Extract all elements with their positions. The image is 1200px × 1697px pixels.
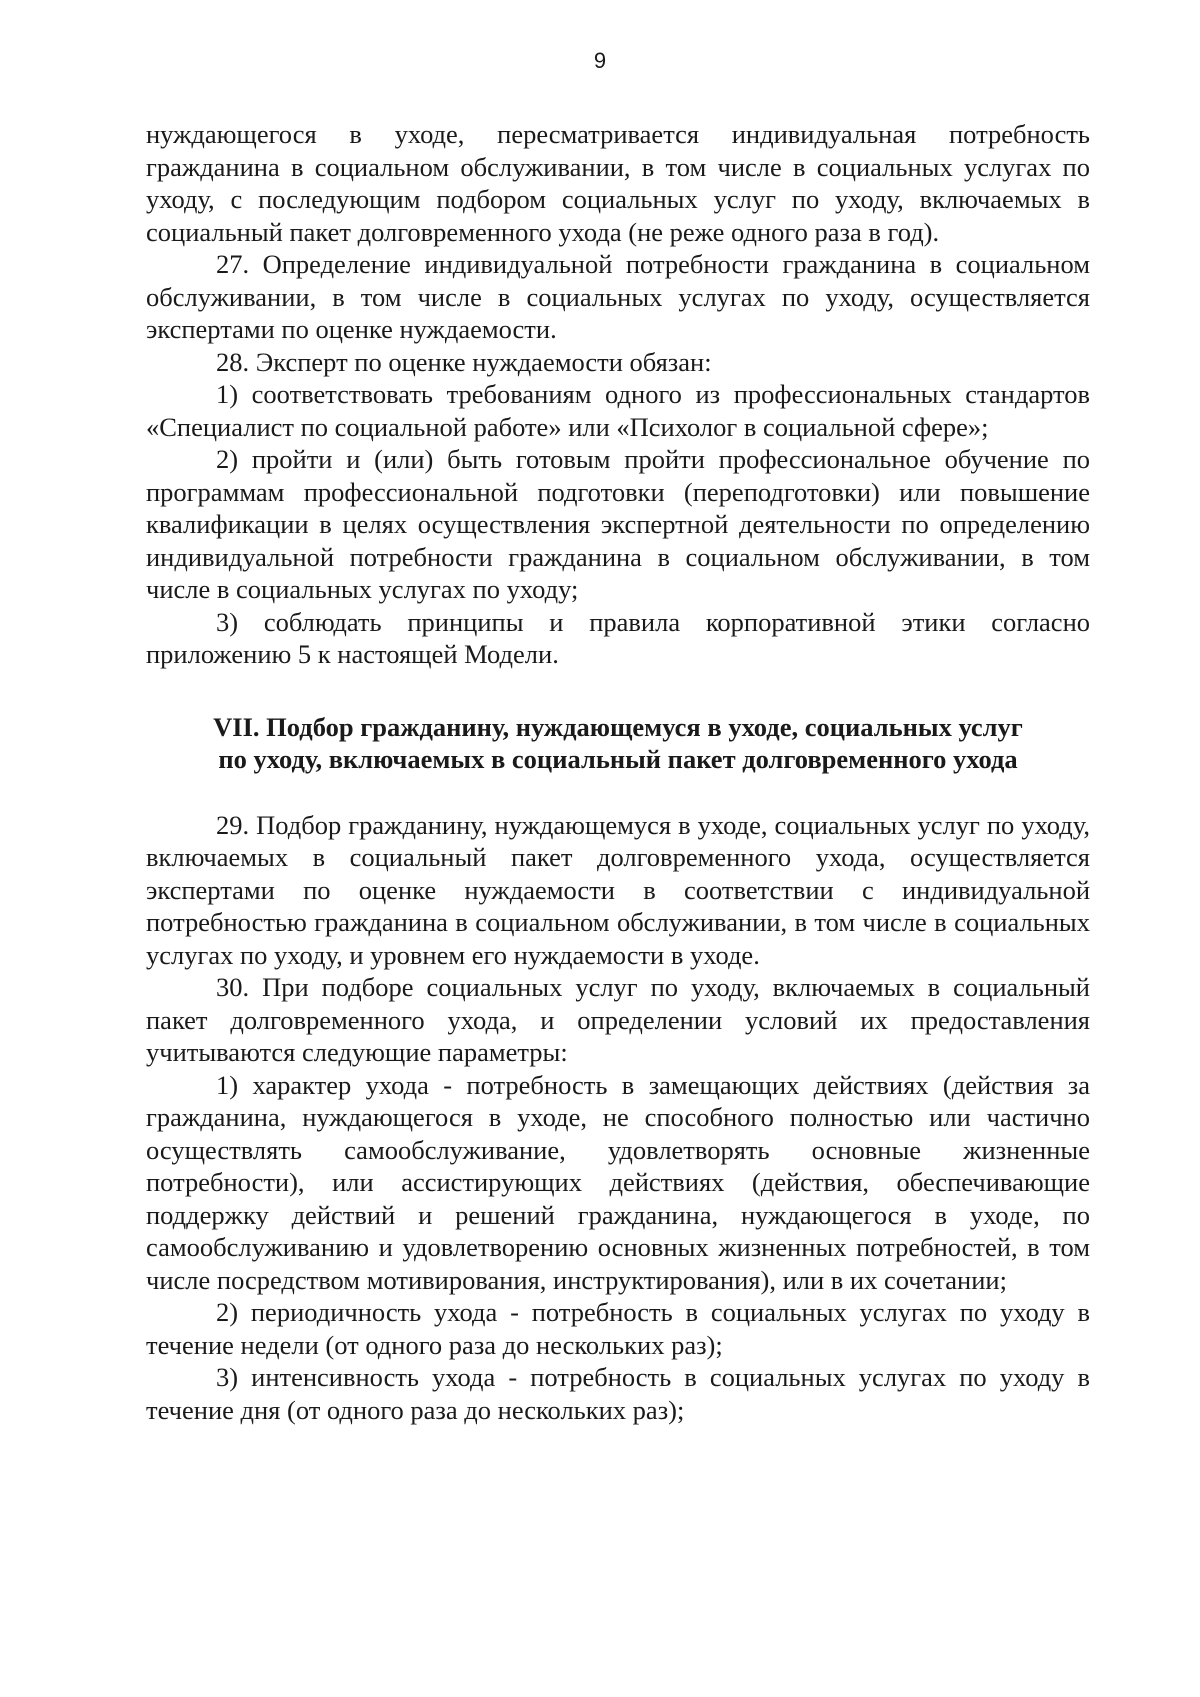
list-item-28-1: 1) соответствовать требованиям одного из профессиональных стандартов «Специалист по социальной работе» или «Психолог в социальной сфере»; xyxy=(146,379,1090,442)
paragraph-28: 28. Эксперт по оценке нуждаемости обязан: xyxy=(216,346,712,377)
page-content xyxy=(146,118,1090,1426)
list-item-28-3: 3) соблюдать принципы и правила корпоративной этики согласно приложению 5 к настоящей Модели. xyxy=(146,606,1090,669)
section-heading-line-2: по уходу, включаемых в социальный пакет долговременного ухода xyxy=(218,744,1018,774)
section-heading xyxy=(146,711,1090,776)
paragraph-30: 30. При подборе социальных услуг по уходу, включаемых в социальный пакет долговременного ухода, и определении условий их предоставления учитываются следующие параметры: xyxy=(146,972,1090,1067)
paragraph-29: 29. Подбор гражданину, нуждающемуся в уходе, социальных услуг по уходу, включаемых в социальный пакет долговременного ухода, осуществляется экспертами по оценке нуждаемости в соответствии с индивидуальной потребностью гражданина в социальном обслуживании, в том числе в социальных услугах по уходу, и уровнем его нуждаемости в уходе. xyxy=(146,809,1090,970)
list-item-30-1: 1) характер ухода - потребность в замещающих действиях (действия за гражданина, нуждающегося в уходе, не способного полностью или частично осуществлять самообслуживание, удовлетворять основные жизненные потребности), или ассистирующих действиях (действия, обеспечивающие поддержку действий и решений гражданина, нуждающегося в уходе, по самообслуживанию и удовлетворению основных жизненных потребностей, в том числе посредством мотивирования, инструктирования), или в их сочетании; xyxy=(146,1069,1090,1295)
list-item-30-2: 2) периодичность ухода - потребность в социальных услугах по уходу в течение недели (от одного раза до нескольких раз); xyxy=(146,1297,1090,1360)
list-item-30-3: 3) интенсивность ухода - потребность в социальных услугах по уходу в течение дня (от одного раза до нескольких раз); xyxy=(146,1362,1090,1425)
paragraph-27: 27. Определение индивидуальной потребности гражданина в социальном обслуживании, в том числе в социальных услугах по уходу, осуществляется экспертами по оценке нуждаемости. xyxy=(146,249,1090,344)
list-item-28-2: 2) пройти и (или) быть готовым пройти профессиональное обучение по программам профессиональной подготовки (переподготовки) или повышение квалификации в целях осуществления экспертной деятельности по определению индивидуальной потребности гражданина в социальном обслуживании, в том числе в социальных услугах по уходу; xyxy=(146,444,1090,604)
section-heading-line-1: VII. Подбор гражданину, нуждающемуся в уходе, социальных услуг xyxy=(213,711,1023,742)
paragraph-continuation: нуждающегося в уходе, пересматривается индивидуальная потребность гражданина в социальном обслуживании, в том числе в социальных услугах по уходу, с последующим подбором социальных услуг по уходу, включаемых в социальный пакет долговременного ухода (не реже одного раза в год). xyxy=(146,119,1090,247)
page-number: 9 xyxy=(593,48,607,73)
